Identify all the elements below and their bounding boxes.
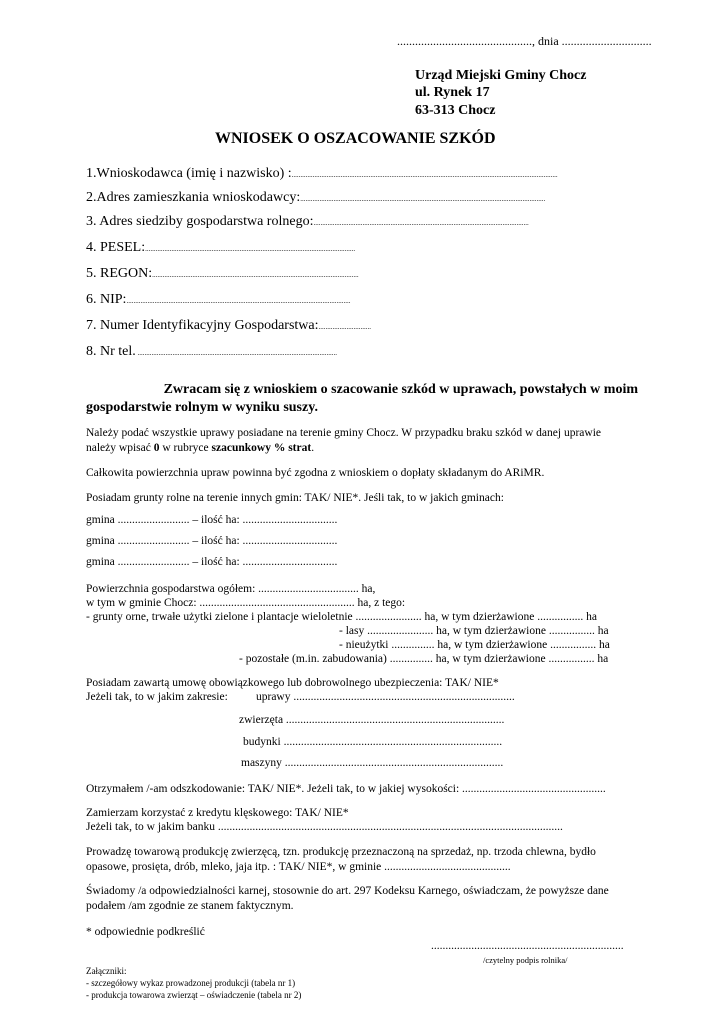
- request-line-2: [86, 400, 318, 416]
- area-other[interactable]: - pozostałe (m.in. zabudowania) ............... ha, w tym dzierżawione ................ ha: [239, 653, 609, 665]
- attachment-item: - szczegółowy wykaz prowadzonej produkcji (tabela nr 1): [86, 978, 296, 988]
- field-label: 3. Adres siedziby gospodarstwa rolnego:: [86, 214, 314, 229]
- area-wasteland[interactable]: - nieużytki ............... ha, w tym dzierżawione ................ ha: [339, 639, 610, 651]
- field-fill-line[interactable]: ........................................................................................................................: [145, 245, 356, 253]
- field-residence-address[interactable]: [86, 190, 545, 206]
- field-label: 4. PESEL:: [86, 240, 146, 255]
- area-in-chocz[interactable]: w tym w gminie Chocz: ...................................................... ha, z tego:: [86, 597, 406, 609]
- field-fill-line[interactable]: ............................................................................................................................................: [300, 195, 546, 203]
- field-label: 1.Wnioskodawca (imię i nazwisko) :: [86, 166, 292, 181]
- insurance-machines[interactable]: maszyny ............................................................................: [241, 757, 504, 769]
- signature-caption: /czytelny podpis rolnika/: [483, 955, 568, 965]
- field-label: 5. REGON:: [86, 266, 153, 281]
- area-total[interactable]: Powierzchnia gospodarstwa ogółem: ................................... ha,: [86, 583, 376, 595]
- insurance-animals[interactable]: zwierzęta ............................................................................: [239, 714, 505, 726]
- field-fill-line[interactable]: ..................................................................................................................: [135, 349, 338, 357]
- field-farm-address[interactable]: [86, 214, 529, 230]
- compensation-question[interactable]: Otrzymałem /-am odszkodowanie: TAK/ NIE*. Jeżeli tak, to w jakiej wysokości: ..................................................: [86, 783, 606, 795]
- attachment-item: - produkcja towarowa zwierząt – oświadczenie (tabela nr 2): [86, 990, 302, 1000]
- document-title: WNIOSEK O OSZACOWANIE SZKÓD: [215, 130, 496, 147]
- insurance-crops[interactable]: uprawy .............................................................................: [256, 691, 515, 703]
- field-label: 6. NIP:: [86, 292, 127, 307]
- other-commune-row[interactable]: gmina ......................... – ilość ha: .................................: [86, 514, 338, 526]
- note-total-area: Całkowita powierzchnia upraw powinna być zgodna z wnioskiem o dopłaty składanym do ARiMR.: [86, 467, 545, 479]
- field-fill-line[interactable]: ...........................................................................................................................: [313, 219, 529, 227]
- request-line-2-text: gospodarstwie rolnym w wyniku suszy.: [86, 400, 318, 415]
- note-zero-instruction: [86, 442, 314, 454]
- field-pesel[interactable]: [86, 240, 355, 256]
- note-loss-column: szacunkowy % strat: [211, 442, 312, 454]
- office-city: 63-313 Chocz: [415, 103, 496, 118]
- request-line-1: Zwracam się z wnioskiem o szacowanie szkód w uprawach, powstałych w moim: [163, 382, 638, 397]
- field-applicant-name[interactable]: [86, 166, 558, 182]
- other-commune-row[interactable]: gmina ......................... – ilość ha: .................................: [86, 535, 338, 547]
- other-communes-question[interactable]: Posiadam grunty rolne na terenie innych gmin: TAK/ NIE*. Jeśli tak, to w jakich gminach:: [86, 492, 504, 504]
- field-label: 2.Adres zamieszkania wnioskodawcy:: [86, 190, 301, 205]
- declaration-line-2: podałem /am zgodnie ze stanem faktycznym.: [86, 900, 294, 912]
- field-regon[interactable]: [86, 266, 359, 282]
- insurance-buildings[interactable]: budynki ............................................................................: [243, 736, 503, 748]
- office-name: Urząd Miejski Gminy Chocz: [415, 68, 587, 83]
- insurance-question[interactable]: Posiadam zawartą umowę obowiązkowego lub dobrowolnego ubezpieczenia: TAK/ NIE*: [86, 677, 499, 689]
- declaration-line-1: Świadomy /a odpowiedzialności karnej, stosownie do art. 297 Kodeksu Karnego, oświadczam, że powyższe dane: [86, 885, 609, 897]
- area-arable[interactable]: - grunty orne, trwałe użytki zielone i plantacje wieloletnie ....................... ha, w tym dzierżawione ................ ha: [86, 611, 597, 623]
- attachments-title: Załączniki:: [86, 966, 127, 976]
- field-nip[interactable]: [86, 292, 350, 308]
- other-commune-row[interactable]: gmina ......................... – ilość ha: .................................: [86, 556, 338, 568]
- signature-line[interactable]: ...................................................................: [431, 940, 624, 952]
- note-text: należy wpisać: [86, 442, 154, 454]
- field-farm-id[interactable]: [86, 318, 371, 334]
- field-label: 8. Nr tel.: [86, 344, 136, 359]
- field-label: 7. Numer Identyfikacyjny Gospodarstwa:: [86, 318, 319, 333]
- field-fill-line[interactable]: ..............................: [318, 323, 371, 331]
- note-text: w rubryce: [159, 442, 212, 454]
- production-line-1: Prowadzę towarową produkcję zwierzęcą, tzn. produkcję przeznaczoną na sprzedaż, np. trzoda chlewna, bydło: [86, 846, 596, 858]
- note-zero: 0: [153, 442, 160, 454]
- footnote: * odpowiednie podkreślić: [86, 926, 205, 938]
- place-date-line[interactable]: ............................................., dnia ..............................: [397, 34, 652, 48]
- area-forest[interactable]: - lasy ....................... ha, w tym dzierżawione ................ ha: [339, 625, 609, 637]
- office-street: ul. Rynek 17: [415, 85, 490, 100]
- field-phone[interactable]: [86, 344, 337, 360]
- credit-question[interactable]: Zamierzam korzystać z kredytu klęskowego: TAK/ NIE*: [86, 807, 349, 819]
- credit-bank[interactable]: Jeżeli tak, to w jakim banku ........................................................................................................................: [86, 821, 563, 833]
- field-fill-line[interactable]: ........................................................................................................................................................: [291, 171, 558, 179]
- field-fill-line[interactable]: ......................................................................................................................: [152, 271, 359, 279]
- production-line-2[interactable]: opasowe, prosięta, drób, mleko, jaja itp. : TAK/ NIE*, w gminie ............................................: [86, 861, 511, 873]
- note-all-crops: Należy podać wszystkie uprawy posiadane na terenie gminy Chocz. W przypadku braku szkód w danej uprawie: [86, 427, 601, 439]
- field-fill-line[interactable]: ................................................................................................................................: [126, 297, 351, 305]
- insurance-scope-label: Jeżeli tak, to w jakim zakresie:: [86, 691, 228, 703]
- note-text: .: [311, 442, 315, 454]
